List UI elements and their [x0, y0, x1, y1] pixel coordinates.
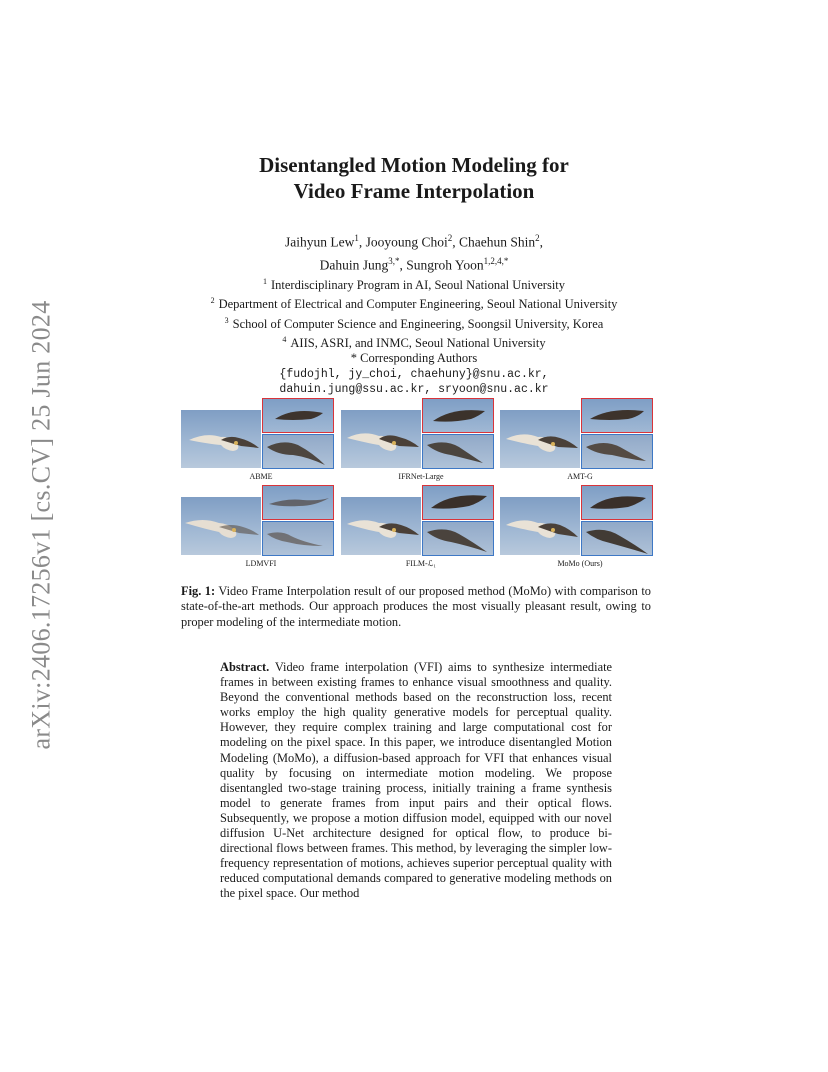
wing-crop-icon: [582, 435, 652, 468]
zoom-crop-blue: [262, 434, 334, 469]
title-line-1: Disentangled Motion Modeling for: [259, 153, 569, 177]
zoom-crop-blue: [422, 434, 494, 469]
author-name: Jooyoung Choi: [365, 234, 448, 250]
figure-panel-abme: [181, 398, 336, 481]
zoom-crop-red: [262, 485, 334, 520]
figure-caption-label: Fig. 1:: [181, 584, 216, 598]
author-name: Sungroh Yoon: [406, 257, 484, 272]
seagull-image-icon: [500, 410, 580, 468]
paper-title: [0, 152, 828, 204]
affiliation: $^1$ Interdisciplinary Program in AI, Seoul National University: [262, 277, 566, 293]
frame-image: [341, 410, 421, 468]
abstract: [220, 660, 612, 902]
figure-caption-text: Video Frame Interpolation result of our proposed method (MoMo) with comparison to state-of-the-art methods. Our approach produces the most visually pleasant result, owing to proper modeling of the intermediate motion.: [181, 584, 651, 629]
zoom-crop-blue: [581, 521, 653, 556]
zoom-crop-red: [581, 398, 653, 433]
panel-label: LDMVFI: [245, 559, 277, 568]
frame-image: [181, 497, 261, 555]
zoom-crop-blue: [262, 521, 334, 556]
wing-crop-icon: [423, 435, 493, 468]
wing-crop-icon: [582, 522, 652, 555]
wing-crop-icon: [263, 435, 333, 468]
seagull-image-icon: [341, 410, 421, 468]
zoom-crop-red: [422, 485, 494, 520]
corresponding-note: * Corresponding Authors: [350, 351, 478, 366]
author-sup: 1: [354, 233, 359, 243]
author-list: Jaihyun Lew$^1$, Jooyoung Choi$^2$, Chaehun Shin$^2$, Dahuin Jung$^{3,*}$, Sungroh Yoon$^{1,2,4,*}$: [285, 233, 543, 272]
author-sup: 1,2,4,*: [483, 255, 509, 266]
author-sup: 2: [535, 233, 540, 243]
wing-crop-icon: [263, 522, 333, 555]
panel-label: AMT-G: [567, 472, 593, 481]
seagull-image-icon: [500, 497, 580, 555]
figure-panel-ifrnet: [341, 398, 496, 481]
figure-1: [181, 398, 651, 570]
wing-crop-icon: [423, 399, 493, 432]
wing-crop-icon: [263, 399, 333, 432]
affiliation: $^4$ AIIS, ASRI, and INMC, Seoul National University: [282, 335, 546, 351]
zoom-crop-blue: [581, 434, 653, 469]
seagull-image-icon: [181, 497, 261, 555]
seagull-image-icon: [341, 497, 421, 555]
zoom-crop-red: [422, 398, 494, 433]
abstract-text: Video frame interpolation (VFI) aims to synthesize intermediate frames in between existing frames to enhance visual smoothness and quality. Beyond the conventional methods based on the reconstruction loss, recent works employ the high quality generative models for perceptual quality. However, they require complex training and large computational cost for modeling on the pixel space. In this paper, we introduce disentangled Motion Modeling (MoMo), a diffusion-based approach for VFI that enhances visual quality by focusing on intermediate motion modeling. We propose disentangled two-stage training process, initially training a frame synthesis model to generate frames from input pairs and their optical flows. Subsequently, we propose a motion diffusion model, equipped with our novel diffusion U-Net architecture designed for optical flow, to produce bi-directional flows between frames. This method, by leveraging the simpler low-frequency representation of motions, achieves superior perceptual quality with reduced computational demands compared to generative modeling methods on the pixel space. Our method: [220, 660, 613, 901]
wing-crop-icon: [582, 399, 652, 432]
figure-panel-ldmvfi: [181, 485, 336, 568]
affiliation: $^2$ Department of Electrical and Computer Engineering, Seoul National University: [210, 296, 618, 312]
panel-label: ABME: [249, 472, 273, 481]
wing-crop-icon: [582, 486, 652, 519]
figure-caption: [181, 584, 651, 630]
frame-image: [181, 410, 261, 468]
frame-image: [500, 497, 580, 555]
author-sup: 3,*: [388, 255, 400, 266]
wing-crop-icon: [423, 486, 493, 519]
author-sup: 2: [447, 233, 453, 243]
email-line-2: dahuin.jung@ssu.ac.kr, sryoon@snu.ac.kr: [279, 382, 549, 396]
author-name: Chaehun Shin: [459, 234, 536, 250]
wing-crop-icon: [423, 522, 493, 555]
figure-panel-amt: [500, 398, 655, 481]
zoom-crop-blue: [422, 521, 494, 556]
title-line-2: Video Frame Interpolation: [293, 179, 535, 203]
wing-crop-icon: [263, 486, 333, 519]
frame-image: [500, 410, 580, 468]
arxiv-identifier-text: arXiv:2406.17256v1 [cs.CV] 25 Jun 2024: [27, 300, 57, 750]
abstract-label: Abstract.: [220, 660, 270, 674]
affiliation: $^3$ School of Computer Science and Engineering, Soongsil University, Korea: [224, 315, 604, 331]
zoom-crop-red: [581, 485, 653, 520]
panel-label: MoMo (Ours): [557, 559, 603, 568]
frame-image: [341, 497, 421, 555]
figure-panel-film: [341, 485, 496, 568]
author-name: Jaihyun Lew: [285, 234, 355, 250]
figure-panel-momo: [500, 485, 655, 568]
email-line-1: {fudojhl, jy_choi, chaehuny}@snu.ac.kr,: [279, 367, 549, 381]
panel-label: IFRNet-Large: [398, 472, 444, 481]
affiliation-list: [0, 274, 828, 397]
panel-label: FILM-ℒ₁: [405, 559, 437, 568]
author-name: Dahuin Jung: [319, 257, 389, 272]
seagull-image-icon: [181, 410, 261, 468]
zoom-crop-red: [262, 398, 334, 433]
